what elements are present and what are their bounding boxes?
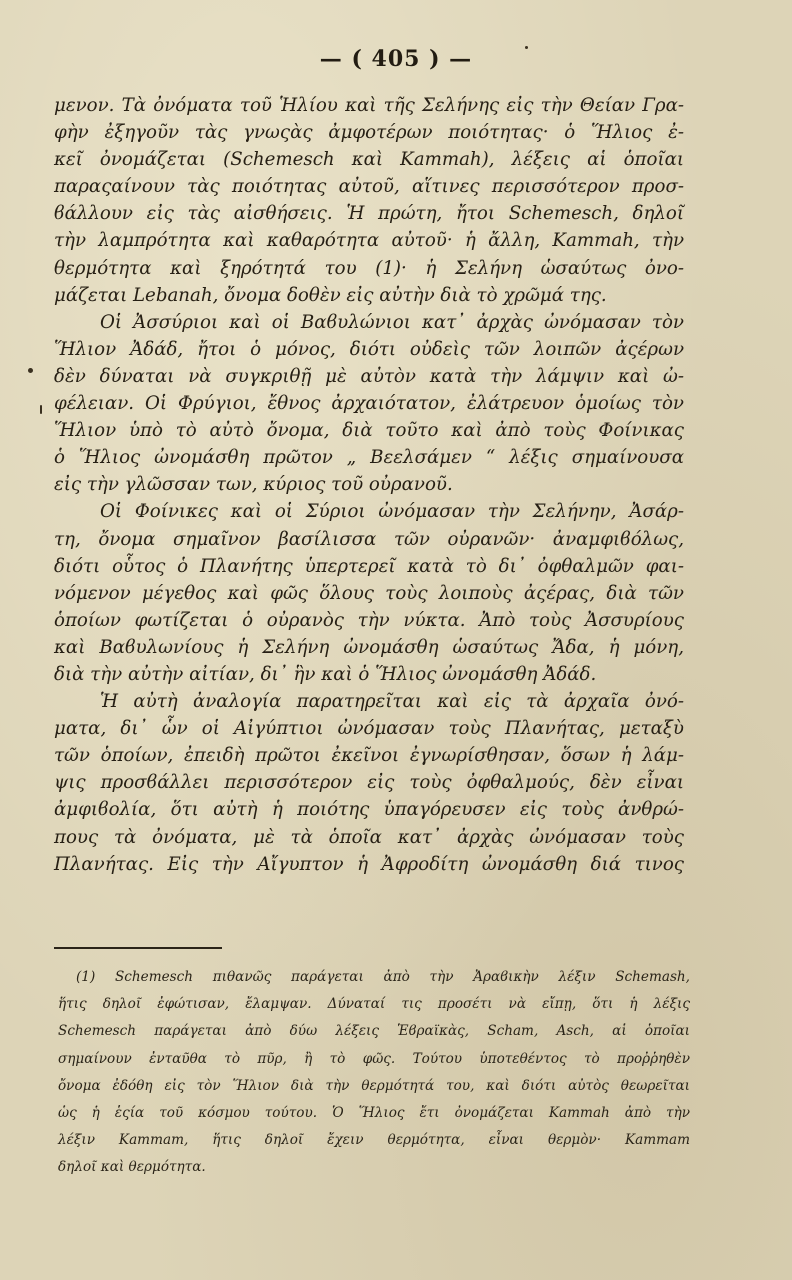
text-line: τὴν λαμπρότητα καὶ καθαρότητα αὐτοῦ· ἡ ἄλλη, Kammah, τὴν: [54, 230, 684, 252]
text-line: μενον. Τὰ ὀνόματα τοῦ Ἡλίου καὶ τῆς Σελήνης εἰς τὴν Θείαν Γρα-: [54, 95, 684, 116]
footnote-line: ὡς ἡ ἑςία τοῦ κόσμου τούτου. Ὁ Ἥλιος ἔτι ὀνομάζεται Kammah ἀπὸ τὴν: [58, 1104, 690, 1121]
text-line: καὶ Βαϐυλωνίους ἡ Σελήνη ὠνομάσθη ὡσαύτως Ἄδα, ἡ μόνη,: [54, 636, 684, 658]
text-line: Ἥλιον ὑπὸ τὸ αὐτὸ ὄνομα, διὰ τοῦτο καὶ ἀπὸ τοὺς Φοίνικας: [54, 420, 684, 442]
text-line: παραςαίνουν τὰς ποιότητας αὐτοῦ, αἵτινες περισσότερον προσ-: [54, 176, 684, 198]
footnote-line: δηλοῖ καὶ θερμότητα.: [58, 1159, 206, 1176]
text-line: φὴν ἐξηγοῦν τὰς γνωςὰς ἀμφοτέρων ποιότητας· ὁ Ἥλιος ἐ-: [54, 122, 684, 144]
text-line: θερμότητα καὶ ξηρότητά του (1)· ἡ Σελήνη ὡσαύτως ὀνο-: [54, 257, 684, 279]
main-text-block: [54, 92, 684, 878]
page-number-header: — ( 405 ) —: [319, 46, 473, 72]
text-line: Οἱ Ἀσσύριοι καὶ οἱ Βαϐυλώνιοι κατ᾽ ἀρχὰς ὠνόμασαν τὸν: [100, 311, 684, 333]
footnote-line: ἥτις δηλοῖ ἐφώτισαν, ἔλαμψαν. Δύναταί τις προσέτι νὰ εἴπῃ, ὅτι ἡ λέξις: [58, 996, 690, 1013]
text-line: ἀμφιϐολία, ὅτι αὐτὴ ἡ ποιότης ὑπαγόρευσεν εἰς τοὺς ἀνθρώ-: [54, 799, 684, 821]
text-line: κεῖ ὀνομάζεται (Schemesch καὶ Kammah), λέξεις αἱ ὁποῖαι: [54, 149, 684, 171]
text-line: Ἡ αὐτὴ ἀναλογία παρατηρεῖται καὶ εἰς τὰ ἀρχαῖα ὀνό-: [100, 691, 684, 713]
text-line: Ἥλιον Ἀδάδ, ἤτοι ὁ μόνος, διότι οὐδεὶς τῶν λοιπῶν ἀςέρων: [54, 338, 684, 360]
footnote-line: λέξιν Kammam, ἥτις δηλοῖ ἔχειν θερμότητα, εἶναι θερμὸν· Kammam: [58, 1132, 690, 1149]
text-line: Οἱ Φοίνικες καὶ οἱ Σύριοι ὠνόμασαν τὴν Σελήνην, Ἀσάρ-: [100, 501, 684, 523]
ink-speck: [40, 405, 42, 414]
ink-speck: [525, 46, 528, 49]
text-line: ϐάλλουν εἰς τὰς αἰσθήσεις. Ἡ πρώτη, ἤτοι Schemesch, δηλοῖ: [54, 203, 684, 225]
text-line: ματα, δι᾽ ὧν οἱ Αἰγύπτιοι ὠνόμασαν τοὺς Πλανήτας, μεταξὺ: [54, 718, 684, 740]
text-line: πους τὰ ὀνόματα, μὲ τὰ ὁποῖα κατ᾽ ἀρχὰς ὠνόμασαν τοὺς: [54, 826, 684, 848]
footnote-line: ὄνομα ἐδόθη εἰς τὸν Ἥλιον διὰ τὴν θερμότητά του, καὶ διότι αὐτὸς θεωρεῖται: [58, 1077, 690, 1094]
footnote-line: σημαίνουν ἐνταῦθα τὸ πῦρ, ἢ τὸ φῶς. Τούτου ὑποτεθέντος τὸ προῤῥηθὲν: [58, 1050, 690, 1067]
text-line: ὁποίων φωτίζεται ὁ οὐρανὸς τὴν νύκτα. Ἀπὸ τοὺς Ἀσσυρίους: [54, 609, 684, 631]
text-line: εἰς τὴν γλῶσσαν των, κύριος τοῦ οὐρανοῦ.: [54, 474, 453, 496]
text-line: Πλανήτας. Εἰς τὴν Αἴγυπτον ἡ Ἀφροδίτη ὠνομάσθη διά τινος: [54, 853, 684, 875]
footnote-line: (1) Schemesch πιθανῶς παράγεται ἀπὸ τὴν Ἀραϐικὴν λέξιν Schemash,: [76, 969, 690, 985]
text-line: τῶν ὁποίων, ἐπειδὴ πρῶτοι ἐκεῖνοι ἐγνωρίσθησαν, ὅσων ἡ λάμ-: [54, 745, 684, 767]
text-line: διότι οὗτος ὁ Πλανήτης ὑπερτερεῖ κατὰ τὸ δι᾽ ὀφθαλμῶν φαι-: [54, 555, 684, 577]
text-line: δὲν δύναται νὰ συγκριθῇ μὲ αὐτὸν κατὰ τὴν λάμψιν καὶ ὠ-: [54, 365, 684, 387]
footnote-block: [58, 964, 690, 1182]
text-line: διὰ τὴν αὐτὴν αἰτίαν, δι᾽ ἣν καὶ ὁ Ἥλιος ὠνομάσθη Ἀδάδ.: [54, 663, 597, 685]
text-line: τη, ὄνομα σημαῖνον βασίλισσα τῶν οὐρανῶν· ἀναμφιϐόλως,: [54, 528, 684, 550]
text-line: ὁ Ἥλιος ὠνομάσθη πρῶτον „ Βεελσάμεν “ λέξις σημαίνουσα: [54, 447, 684, 469]
text-line: νόμενον μέγεθος καὶ φῶς ὅλους τοὺς λοιποὺς ἀςέρας, διὰ τῶν: [54, 582, 684, 604]
footnote-line: Schemesch παράγεται ἀπὸ δύω λέξεις Ἑϐραϊκὰς, Scham, Asch, αἱ ὁποῖαι: [58, 1023, 690, 1040]
footnote-divider: [54, 947, 222, 949]
text-line: φέλειαν. Οἱ Φρύγιοι, ἔθνος ἀρχαιότατον, ἐλάτρευον ὁμοίως τὸν: [54, 393, 684, 415]
text-line: μάζεται Lebanah, ὄνομα δοθὲν εἰς αὐτὴν διὰ τὸ χρῶμά της.: [54, 284, 607, 306]
text-line: ψις προσϐάλλει περισσότερον εἰς τοὺς ὀφθαλμούς, δὲν εἶναι: [54, 772, 684, 794]
ink-speck: [28, 368, 33, 373]
